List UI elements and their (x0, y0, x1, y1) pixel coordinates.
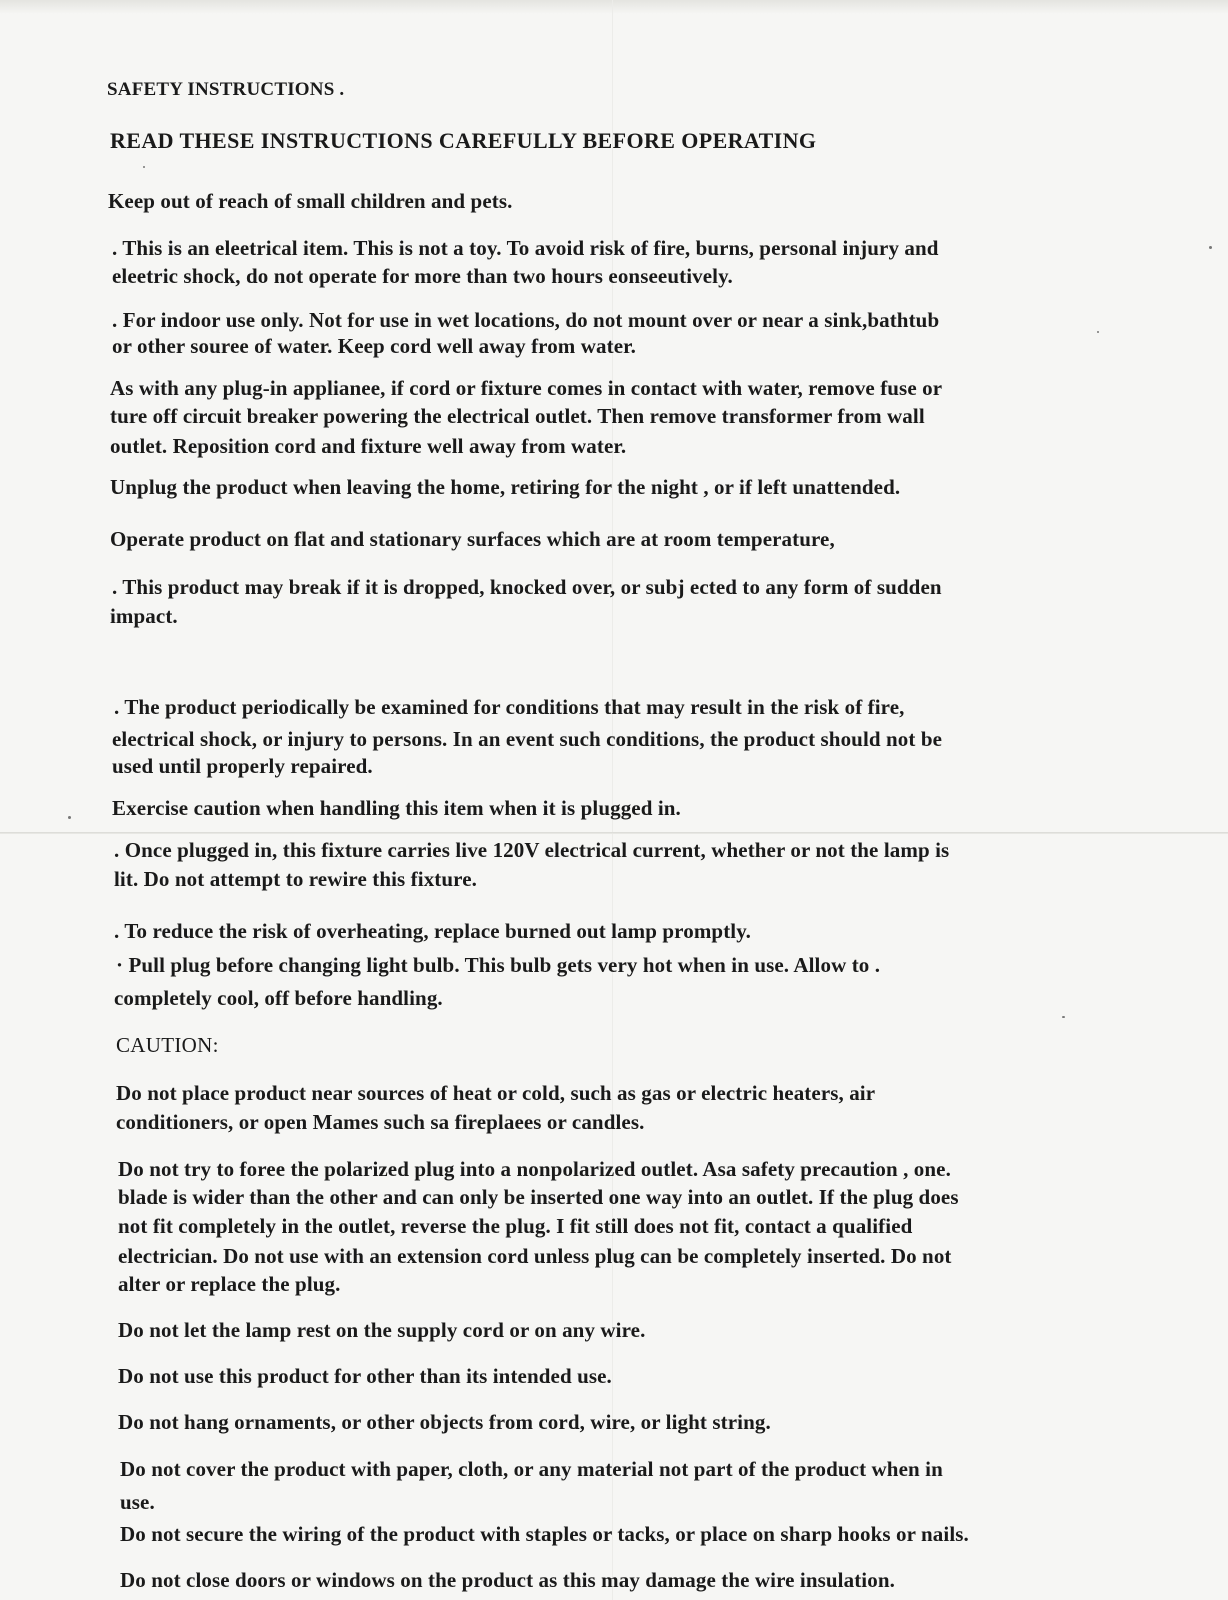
caution-line: Do not use this product for other than its intended use. (118, 1364, 612, 1388)
caution-line: Do not place product near sources of heat or cold, such as gas or electric heaters, air (116, 1081, 876, 1105)
caution-line: not fit completely in the outlet, reverse the plug. I fit still does not fit, contact a qualified (118, 1214, 913, 1238)
instruction-line: or other souree of water. Keep cord well away from water. (112, 334, 636, 358)
instruction-line: eleetric shock, do not operate for more than two hours eonseeutively. (112, 264, 733, 288)
instruction-line: Operate product on flat and stationary surfaces which are at room temperature, (110, 527, 835, 551)
caution-line: blade is wider than the other and can only be inserted one way into an outlet. If the plug does (118, 1185, 959, 1209)
document-subtitle: READ THESE INSTRUCTIONS CAREFULLY BEFORE OPERATING (110, 128, 817, 153)
instruction-line: outlet. Reposition cord and fixture well away from water. (110, 434, 627, 458)
instruction-line: electrical shock, or injury to persons. In an event such conditions, the product should not be (112, 727, 943, 751)
instruction-line: . To reduce the risk of overheating, replace burned out lamp promptly. (114, 919, 752, 943)
paper-speck (1209, 246, 1212, 249)
instruction-line: Unplug the product when leaving the home, retiring for the night , or if left unattended. (110, 475, 901, 499)
caution-line: Do not hang ornaments, or other objects from cord, wire, or light string. (118, 1410, 771, 1434)
instruction-line: . The product periodically be examined for conditions that may result in the risk of fire, (114, 695, 905, 719)
instruction-line: ture off circuit breaker powering the electrical outlet. Then remove transformer from wall (110, 404, 925, 428)
paper-horizontal-fold (0, 832, 1228, 834)
caution-line: conditioners, or open Mames such sa fireplaees or candles. (116, 1110, 645, 1134)
instruction-line: As with any plug-in applianee, if cord or fixture comes in contact with water, remove fuse or (110, 376, 943, 400)
instruction-line: Exercise caution when handling this item when it is plugged in. (112, 796, 681, 820)
caution-line: Do not close doors or windows on the product as this may damage the wire insulation. (120, 1568, 895, 1592)
paper-speck (1097, 331, 1099, 333)
caution-line: Do not let the lamp rest on the supply cord or on any wire. (118, 1318, 646, 1342)
caution-line: Do not secure the wiring of the product with staples or tacks, or place on sharp hooks or nails. (120, 1522, 969, 1546)
instruction-line: used until properly repaired. (112, 754, 373, 778)
paper-speck (68, 816, 71, 819)
caution-line: Do not try to foree the polarized plug into a nonpolarized outlet. Asa safety precaution , one. (118, 1157, 951, 1181)
instruction-line: . This product may break if it is dropped, knocked over, or subj ected to any form of sudden (112, 575, 942, 599)
instruction-line: completely cool, off before handling. (114, 986, 443, 1010)
instruction-line: . This is an eleetrical item. This is not a toy. To avoid risk of fire, burns, personal injury and (112, 236, 939, 260)
caution-heading: CAUTION: (116, 1033, 219, 1057)
caution-line: Do not cover the product with paper, cloth, or any material not part of the product when in (120, 1457, 943, 1481)
document-title: SAFETY INSTRUCTIONS . (107, 79, 345, 100)
caution-line: alter or replace the plug. (118, 1272, 341, 1296)
instruction-line: · Pull plug before changing light bulb. This bulb gets very hot when in use. Allow to . (116, 953, 881, 977)
instruction-line: lit. Do not attempt to rewire this fixture. (114, 867, 477, 891)
instruction-line: . Once plugged in, this fixture carries live 120V electrical current, whether or not the lamp is (114, 838, 950, 862)
paper-speck (1062, 1016, 1065, 1018)
instruction-line: impact. (110, 604, 178, 628)
instruction-line: Keep out of reach of small children and pets. (108, 189, 513, 213)
instruction-line: . For indoor use only. Not for use in wet locations, do not mount over or near a sink,bathtub (112, 308, 940, 332)
caution-line: use. (120, 1490, 155, 1514)
paper-top-edge (0, 0, 1228, 14)
caution-line: electrician. Do not use with an extension cord unless plug can be completely inserted. Do not (118, 1244, 952, 1268)
paper-speck (143, 166, 145, 168)
